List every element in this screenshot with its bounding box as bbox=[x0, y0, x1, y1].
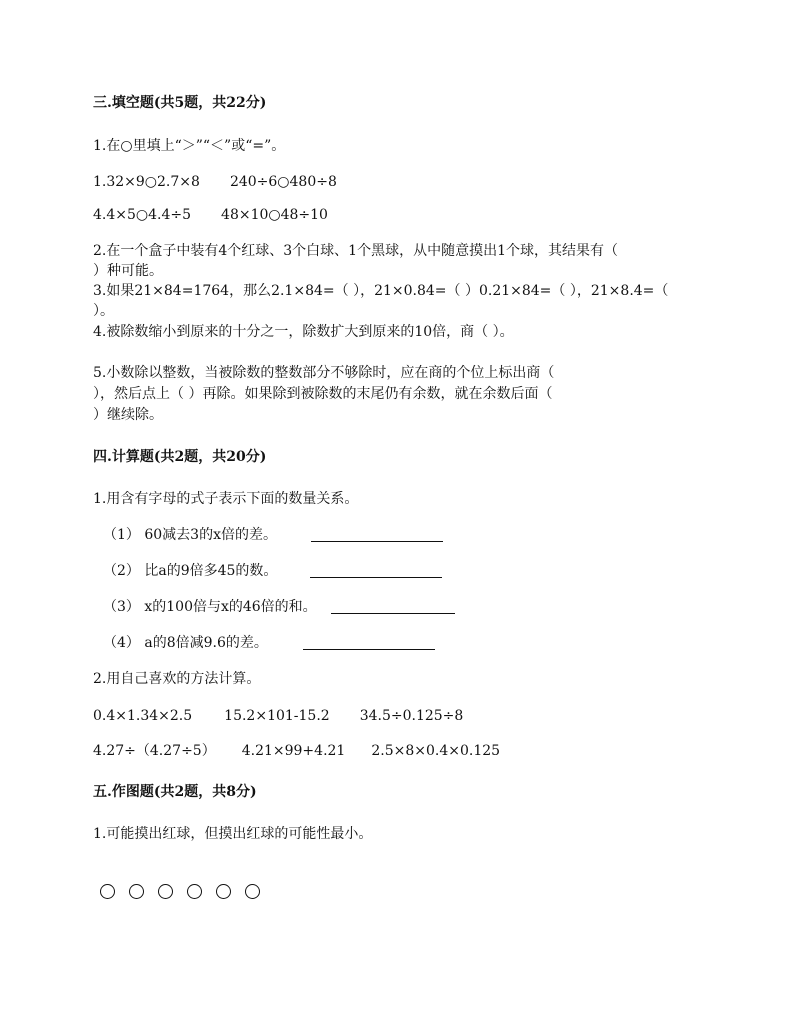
question-3-line-1: 3.如果21×84=1764，那么2.1×84=（ ），21×0.84=（ ）0.21×84=（ ），21×8.4=（ bbox=[93, 283, 669, 299]
answer-blank-4[interactable] bbox=[303, 649, 435, 650]
compare-item: 240÷6○480÷8 bbox=[229, 174, 337, 190]
answer-blank-1[interactable] bbox=[311, 541, 443, 542]
expression-item-3: （3） x的100倍与x的46倍的和。 bbox=[103, 599, 317, 615]
ball-circle[interactable] bbox=[158, 884, 173, 899]
question-3-line-2: ）。 bbox=[93, 303, 114, 319]
draw-question-1-text: 1.可能摸出红球，但摸出红球的可能性最小。 bbox=[93, 826, 373, 842]
question-5-line-3: ）继续除。 bbox=[93, 407, 163, 423]
question-2-line-2: ）种可能。 bbox=[93, 263, 163, 279]
ball-circle[interactable] bbox=[129, 884, 144, 899]
calc-expression: 4.27÷（4.27÷5） bbox=[93, 743, 216, 759]
calc-expression: 4.21×99+4.21 bbox=[241, 743, 346, 759]
calc-expression: 15.2×101-15.2 bbox=[224, 708, 330, 724]
section-title-fill: 三.填空题(共5题，共22分) bbox=[93, 95, 267, 111]
question-1-text: 1.在○里填上“＞”“＜”或“=”。 bbox=[93, 138, 286, 154]
calc-row-1 bbox=[93, 706, 463, 726]
compare-item: 4.4×5○4.4÷5 bbox=[93, 207, 192, 223]
compare-row-2 bbox=[93, 205, 328, 225]
ball-circle[interactable] bbox=[187, 884, 202, 899]
question-5-line-2: ），然后点上（ ）再除。如果除到被除数的末尾仍有余数，就在余数后面（ bbox=[93, 386, 553, 402]
ball-circle[interactable] bbox=[100, 884, 115, 899]
ball-circle[interactable] bbox=[245, 884, 260, 899]
expression-item-1: （1） 60减去3的x倍的差。 bbox=[103, 527, 277, 543]
ball-circles bbox=[100, 884, 260, 899]
expression-item-2: （2） 比a的9倍多45的数。 bbox=[103, 563, 278, 579]
compare-row-1 bbox=[93, 172, 337, 192]
question-4-line-1: 4.被除数缩小到原来的十分之一，除数扩大到原来的10倍，商（ ）。 bbox=[93, 324, 514, 340]
expression-item-4: （4） a的8倍减9.6的差。 bbox=[103, 635, 268, 651]
answer-blank-3[interactable] bbox=[331, 613, 455, 614]
question-5-line-1: 5.小数除以整数，当被除数的整数部分不够除时，应在商的个位上标出商（ bbox=[93, 365, 555, 381]
calc-question-2-text: 2.用自己喜欢的方法计算。 bbox=[93, 671, 261, 687]
answer-blank-2[interactable] bbox=[310, 577, 442, 578]
section-title-calc: 四.计算题(共2题，共20分) bbox=[93, 449, 267, 465]
calc-question-1-text: 1.用含有字母的式子表示下面的数量关系。 bbox=[93, 491, 359, 507]
calc-row-2 bbox=[93, 741, 500, 761]
ball-circle[interactable] bbox=[216, 884, 231, 899]
question-2-line-1: 2.在一个盒子中装有4个红球、3个白球、1个黑球，从中随意摸出1个球，其结果有（ bbox=[93, 243, 618, 259]
calc-expression: 2.5×8×0.4×0.125 bbox=[371, 743, 501, 759]
compare-item: 1.32×9○2.7×8 bbox=[93, 174, 200, 190]
calc-expression: 34.5÷0.125÷8 bbox=[359, 708, 464, 724]
compare-item: 48×10○48÷10 bbox=[221, 207, 328, 223]
section-title-draw: 五.作图题(共2题，共8分) bbox=[93, 784, 257, 800]
calc-expression: 0.4×1.34×2.5 bbox=[93, 708, 193, 724]
